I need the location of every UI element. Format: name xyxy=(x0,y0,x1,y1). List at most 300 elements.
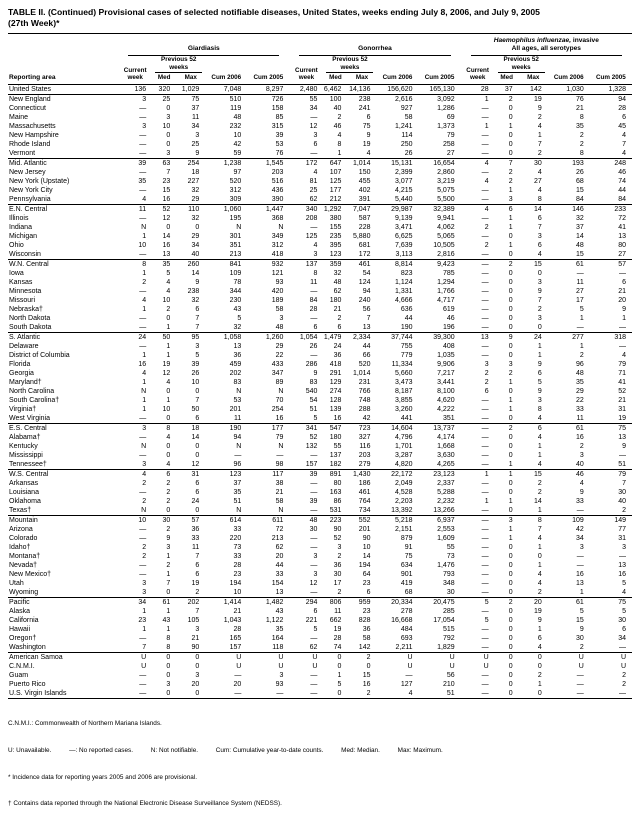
table-row xyxy=(8,84,632,94)
value-cell: 14,604 xyxy=(376,423,418,433)
value-cell: — xyxy=(576,561,584,569)
value-cell: 6 xyxy=(195,561,200,569)
value-cell: 72 xyxy=(618,214,626,222)
value-cell: 52 xyxy=(333,534,342,542)
table-body xyxy=(8,84,632,698)
value-cell: 2 xyxy=(337,314,342,322)
value-cell: 6 xyxy=(537,369,542,377)
value-cell: 436 xyxy=(271,186,284,194)
value-cell: 3 xyxy=(195,625,200,633)
value-cell: 16 xyxy=(162,241,171,249)
value-cell: 248 xyxy=(590,158,632,168)
value-cell: 28 xyxy=(618,104,626,112)
value-cell: U xyxy=(590,652,632,662)
value-cell: 4 xyxy=(622,131,626,139)
value-cell: 520 xyxy=(358,360,371,368)
value-cell: N xyxy=(278,506,284,514)
value-cell: 4 xyxy=(537,250,542,258)
value-cell: 1 xyxy=(337,671,342,679)
value-cell: 118 xyxy=(272,643,284,651)
value-cell: — xyxy=(619,269,626,277)
value-cell: 13 xyxy=(233,342,242,350)
page-title xyxy=(8,7,632,29)
value-cell: 3 xyxy=(495,515,519,525)
value-cell: U xyxy=(419,652,461,662)
reporting-area-cell: District of Columbia xyxy=(9,351,70,359)
value-cell: 16 xyxy=(162,195,171,203)
reporting-area-cell: Washington xyxy=(9,643,46,651)
value-cell: 32 xyxy=(191,296,200,304)
value-cell: 3 xyxy=(313,131,318,139)
value-cell: 2,151 xyxy=(395,525,413,533)
value-cell: 31 xyxy=(176,469,205,479)
value-cell: 28 xyxy=(309,305,318,313)
value-cell: 9 xyxy=(537,616,542,624)
value-cell: 125 xyxy=(329,177,342,185)
value-cell: 194 xyxy=(358,561,371,569)
value-cell: 9,941 xyxy=(437,214,455,222)
value-cell: — xyxy=(481,680,489,688)
value-cell: 0 xyxy=(508,634,513,642)
value-cell: 1 xyxy=(461,469,495,479)
reporting-area-cell: Massachusetts xyxy=(9,122,56,130)
value-cell: — xyxy=(461,515,495,525)
value-cell: 89 xyxy=(275,378,284,386)
value-cell: 636 xyxy=(400,305,413,313)
table-row xyxy=(8,204,632,214)
value-cell: 8 xyxy=(313,269,318,277)
value-cell: 44 xyxy=(404,314,413,322)
table-row xyxy=(8,332,632,342)
reporting-area-cell: Virginia† xyxy=(9,405,37,413)
value-cell: 109 xyxy=(548,515,590,525)
value-cell: U xyxy=(620,662,626,670)
value-cell: 619 xyxy=(442,305,455,313)
value-cell: — xyxy=(481,442,489,450)
value-cell: 40 xyxy=(618,497,626,505)
value-cell: 0 xyxy=(508,506,513,514)
value-cell: 441 xyxy=(400,414,413,422)
table-row xyxy=(8,561,632,570)
value-cell: — xyxy=(481,506,489,514)
value-cell: 3 xyxy=(166,680,171,688)
value-cell: 132 xyxy=(305,442,318,450)
value-cell: U xyxy=(247,652,289,662)
value-cell: U xyxy=(483,662,489,670)
value-cell: 94 xyxy=(590,94,632,104)
value-cell: 318 xyxy=(590,332,632,342)
value-cell: 4,062 xyxy=(437,223,455,231)
value-cell: — xyxy=(139,561,147,569)
value-cell: 34 xyxy=(191,241,200,249)
value-cell: 16 xyxy=(362,680,371,688)
value-cell: 34 xyxy=(575,534,584,542)
value-cell: 6 xyxy=(484,387,489,395)
value-cell: 0 xyxy=(508,671,513,679)
value-cell: 0 xyxy=(508,625,513,633)
value-cell: 0 xyxy=(166,414,171,422)
value-cell: 301 xyxy=(229,232,242,240)
value-cell: 3 xyxy=(166,543,171,551)
value-cell: 2 xyxy=(508,369,513,377)
value-cell: 4 xyxy=(537,534,542,542)
value-cell: 4,265 xyxy=(437,460,455,468)
value-cell: 220 xyxy=(229,534,242,542)
value-cell: 785 xyxy=(442,269,455,277)
value-cell: 2 xyxy=(195,588,200,596)
value-cell: 4 xyxy=(537,168,542,176)
value-cell: — xyxy=(481,131,489,139)
value-cell: 28 xyxy=(461,84,495,94)
value-cell: 2 xyxy=(579,351,584,359)
value-cell: 1,030 xyxy=(548,84,590,94)
value-cell: 46 xyxy=(618,168,626,176)
table-row xyxy=(8,94,632,104)
value-cell: 932 xyxy=(247,259,289,269)
value-cell: 2 xyxy=(495,259,519,269)
value-cell: 34 xyxy=(309,104,318,112)
value-cell: 515 xyxy=(442,625,455,633)
value-cell: 27 xyxy=(575,287,584,295)
value-cell: 3 xyxy=(537,396,542,404)
value-cell: 48 xyxy=(275,323,284,331)
value-cell: 19 xyxy=(162,360,171,368)
value-cell: 4,796 xyxy=(395,433,413,441)
value-cell: 380 xyxy=(329,214,342,222)
value-cell: 4 xyxy=(461,204,495,214)
value-cell: 0 xyxy=(166,387,171,395)
value-cell: 30 xyxy=(446,588,455,596)
value-cell: 433 xyxy=(271,360,284,368)
value-cell: 4 xyxy=(166,378,171,386)
table-row xyxy=(8,423,632,433)
value-cell: 1 xyxy=(508,405,513,413)
value-cell: 50 xyxy=(191,405,200,413)
value-cell: 320 xyxy=(152,84,176,94)
value-cell: 114 xyxy=(401,131,413,139)
value-cell: — xyxy=(481,186,489,194)
value-cell: 31 xyxy=(618,534,626,542)
value-cell: 5 xyxy=(337,680,342,688)
value-cell: 9 xyxy=(579,625,584,633)
value-cell: 23 xyxy=(162,177,171,185)
value-cell: 6 xyxy=(622,625,626,633)
value-cell: 128 xyxy=(329,396,342,404)
value-cell: — xyxy=(619,643,626,651)
table-row xyxy=(8,460,632,470)
value-cell: 4 xyxy=(537,643,542,651)
value-cell: 841 xyxy=(205,259,247,269)
value-cell: — xyxy=(310,479,318,487)
value-cell: 190 xyxy=(205,423,247,433)
value-cell: N xyxy=(278,442,284,450)
value-cell: 137 xyxy=(329,451,342,459)
value-cell: U xyxy=(578,662,584,670)
value-cell: 0 xyxy=(537,552,542,560)
value-cell: 15 xyxy=(519,259,548,269)
value-cell: 33 xyxy=(575,497,584,505)
value-cell: 27 xyxy=(618,250,626,258)
value-cell: — xyxy=(481,570,489,578)
value-cell: 0 xyxy=(508,643,513,651)
value-cell: N xyxy=(236,442,242,450)
value-cell: 1 xyxy=(142,269,147,277)
value-cell: 408 xyxy=(442,342,455,350)
value-cell: 2 xyxy=(484,223,489,231)
value-cell: 1 xyxy=(337,149,342,157)
value-cell: — xyxy=(139,534,147,542)
table-row xyxy=(8,552,632,561)
value-cell: 3 xyxy=(195,131,200,139)
value-cell: 74 xyxy=(333,643,342,651)
value-cell: 10 xyxy=(162,296,171,304)
reporting-area-cell: South Dakota xyxy=(9,323,52,331)
value-cell: N xyxy=(141,223,147,231)
value-cell: 9,423 xyxy=(419,259,461,269)
reporting-area-cell: North Carolina xyxy=(9,387,55,395)
value-cell: 1 xyxy=(537,625,542,633)
value-cell: 3 xyxy=(142,122,147,130)
value-cell: 5 xyxy=(622,607,626,615)
value-cell: 3,441 xyxy=(437,378,455,386)
value-cell: 4 xyxy=(313,241,318,249)
value-cell: 59 xyxy=(233,149,242,157)
value-cell: 0 xyxy=(508,433,513,441)
value-cell: — xyxy=(481,149,489,157)
value-cell: 4 xyxy=(313,168,318,176)
value-cell: 520 xyxy=(229,177,242,185)
value-cell: 4 xyxy=(537,460,542,468)
value-cell: 38 xyxy=(275,479,284,487)
value-cell: 40 xyxy=(333,104,342,112)
value-cell: 36 xyxy=(191,525,200,533)
value-cell: 0 xyxy=(508,451,513,459)
value-cell: 2 xyxy=(142,552,147,560)
reporting-area-cell: Oregon† xyxy=(9,634,37,642)
value-cell: 0 xyxy=(508,561,513,569)
value-cell: 84 xyxy=(618,195,626,203)
value-cell: — xyxy=(481,525,489,533)
value-cell: — xyxy=(310,488,318,496)
reporting-area-cell: American Samoa xyxy=(8,652,118,662)
value-cell: U xyxy=(205,652,247,662)
table-row xyxy=(8,689,632,699)
table-row xyxy=(8,232,632,241)
reporting-area-cell: S. Atlantic xyxy=(8,332,118,342)
reporting-area-cell: Nevada† xyxy=(9,561,38,569)
value-cell: 0 xyxy=(508,140,513,148)
value-cell: 1 xyxy=(484,497,489,505)
value-cell: 9 xyxy=(579,488,584,496)
reporting-area-cell: Oklahoma xyxy=(9,497,41,505)
value-cell: 6 xyxy=(195,488,200,496)
value-cell: 1,238 xyxy=(205,158,247,168)
value-cell: 1 xyxy=(579,342,584,350)
value-cell: N xyxy=(278,387,284,395)
table-row xyxy=(8,433,632,442)
value-cell: 29 xyxy=(575,387,584,395)
reporting-area-cell: Indiana xyxy=(9,223,32,231)
value-cell: 3 xyxy=(142,460,147,468)
value-cell: 58 xyxy=(404,113,413,121)
value-cell: 17 xyxy=(575,296,584,304)
table-row xyxy=(8,662,632,671)
value-cell: 0 xyxy=(195,223,200,231)
table-row xyxy=(8,122,632,131)
value-cell: 5 xyxy=(237,314,242,322)
value-cell: 27 xyxy=(446,149,455,157)
value-cell: 223 xyxy=(323,515,347,525)
haemophilus-species-name: Haemophilus influenzae, xyxy=(493,37,572,45)
value-cell: 1 xyxy=(537,442,542,450)
value-cell: 233 xyxy=(590,204,632,214)
value-cell: — xyxy=(576,323,584,331)
value-cell: 1,430 xyxy=(347,469,376,479)
value-cell: 158 xyxy=(271,104,284,112)
value-cell: 461 xyxy=(358,488,371,496)
value-cell: 879 xyxy=(400,534,413,542)
value-cell: 19 xyxy=(362,140,371,148)
value-cell: 5 xyxy=(166,269,171,277)
value-cell: 309 xyxy=(229,195,242,203)
value-cell: 312 xyxy=(271,241,284,249)
value-cell: 8 xyxy=(337,140,342,148)
value-cell: 227 xyxy=(187,177,200,185)
reporting-area-cell: Nebraska† xyxy=(9,305,43,313)
table-row xyxy=(8,113,632,122)
value-cell: 73 xyxy=(233,543,242,551)
reporting-area-cell: Maryland† xyxy=(9,378,42,386)
value-cell: 0 xyxy=(508,552,513,560)
value-cell: 156,620 xyxy=(376,84,418,94)
value-cell: 1 xyxy=(508,186,513,194)
value-cell: 1 xyxy=(166,552,171,560)
value-cell: 69 xyxy=(446,113,455,121)
value-cell: — xyxy=(481,113,489,121)
value-cell: 0 xyxy=(508,607,513,615)
value-cell: 8 xyxy=(519,515,548,525)
value-cell: 0 xyxy=(508,689,513,697)
value-cell: 7 xyxy=(195,607,200,615)
table-row xyxy=(8,652,632,662)
haemophilus-invasive-label: invasive xyxy=(571,37,599,45)
value-cell: 40 xyxy=(191,250,200,258)
value-cell: 75 xyxy=(590,423,632,433)
value-cell: 84 xyxy=(575,195,584,203)
value-cell: 11,334 xyxy=(391,360,413,368)
value-cell: 1 xyxy=(508,214,513,222)
value-cell: 241 xyxy=(358,104,371,112)
value-cell: — xyxy=(139,186,147,194)
value-cell: 1,414 xyxy=(205,597,247,607)
table-row xyxy=(8,305,632,314)
value-cell: — xyxy=(481,671,489,679)
reporting-area-cell: Mississippi xyxy=(9,451,43,459)
value-cell: 8 xyxy=(118,259,152,269)
value-cell: 36 xyxy=(233,351,242,359)
value-cell: 9 xyxy=(622,442,626,450)
value-cell: 4 xyxy=(461,158,495,168)
value-cell: 291 xyxy=(329,369,342,377)
value-cell: 3 xyxy=(313,570,318,578)
value-cell: 46 xyxy=(333,122,342,130)
value-cell: 2 xyxy=(166,479,171,487)
value-cell: 1,054 xyxy=(289,332,323,342)
value-cell: — xyxy=(310,671,318,679)
value-cell: 48 xyxy=(233,113,242,121)
table-row xyxy=(8,597,632,607)
value-cell: — xyxy=(481,342,489,350)
table-row xyxy=(8,158,632,168)
value-cell: 0 xyxy=(166,442,171,450)
value-cell: 68 xyxy=(575,177,584,185)
value-cell: 1,241 xyxy=(395,122,413,130)
value-cell: 182 xyxy=(329,460,342,468)
value-cell: 11 xyxy=(191,113,200,121)
col-header-cum-2005: Cum 2005 xyxy=(419,56,461,84)
value-cell: — xyxy=(139,488,147,496)
value-cell: 2 xyxy=(537,479,542,487)
reporting-area-cell: Georgia xyxy=(9,369,34,377)
value-cell: — xyxy=(139,323,147,331)
value-cell: 4 xyxy=(142,296,147,304)
value-cell: 2 xyxy=(166,488,171,496)
value-cell: 510 xyxy=(205,94,247,104)
value-cell: 146 xyxy=(548,204,590,214)
value-cell: U xyxy=(407,662,413,670)
value-cell: 21 xyxy=(275,488,284,496)
value-cell: 0 xyxy=(195,662,200,670)
value-cell: 0 xyxy=(166,588,171,596)
value-cell: 2 xyxy=(166,561,171,569)
value-cell: — xyxy=(481,140,489,148)
value-cell: 312 xyxy=(229,186,242,194)
value-cell: 2 xyxy=(337,113,342,121)
value-cell: 12 xyxy=(162,214,171,222)
value-cell: 127 xyxy=(400,680,413,688)
value-cell: 2 xyxy=(142,479,147,487)
table-row xyxy=(8,515,632,525)
value-cell: 22,172 xyxy=(376,469,418,479)
value-cell: 0 xyxy=(508,113,513,121)
col-header-cum-2006: Cum 2006 xyxy=(205,56,247,84)
value-cell: 6 xyxy=(537,634,542,642)
value-cell: 16,654 xyxy=(419,158,461,168)
table-row xyxy=(8,195,632,205)
value-cell: 96 xyxy=(233,460,242,468)
value-cell: 2 xyxy=(537,149,542,157)
value-cell: 10 xyxy=(233,131,242,139)
value-cell: 20 xyxy=(519,597,548,607)
value-cell: — xyxy=(576,506,584,514)
table-row xyxy=(8,342,632,351)
value-cell: 28 xyxy=(333,634,342,642)
reporting-area-cell: Idaho† xyxy=(9,543,31,551)
value-cell: 5,880 xyxy=(352,232,371,240)
value-cell: 12 xyxy=(191,460,200,468)
table-title-line2: (27th Week)* xyxy=(8,18,60,29)
value-cell: — xyxy=(576,689,584,697)
value-cell: 315 xyxy=(271,122,284,130)
value-cell: 117 xyxy=(247,469,289,479)
value-cell: — xyxy=(461,423,495,433)
value-cell: 0 xyxy=(152,652,176,662)
value-cell: 15 xyxy=(362,671,371,679)
value-cell: 0 xyxy=(537,269,542,277)
reporting-area-cell: Florida xyxy=(9,360,31,368)
reporting-area-cell: New Jersey xyxy=(9,168,46,176)
value-cell: 91 xyxy=(404,543,413,551)
